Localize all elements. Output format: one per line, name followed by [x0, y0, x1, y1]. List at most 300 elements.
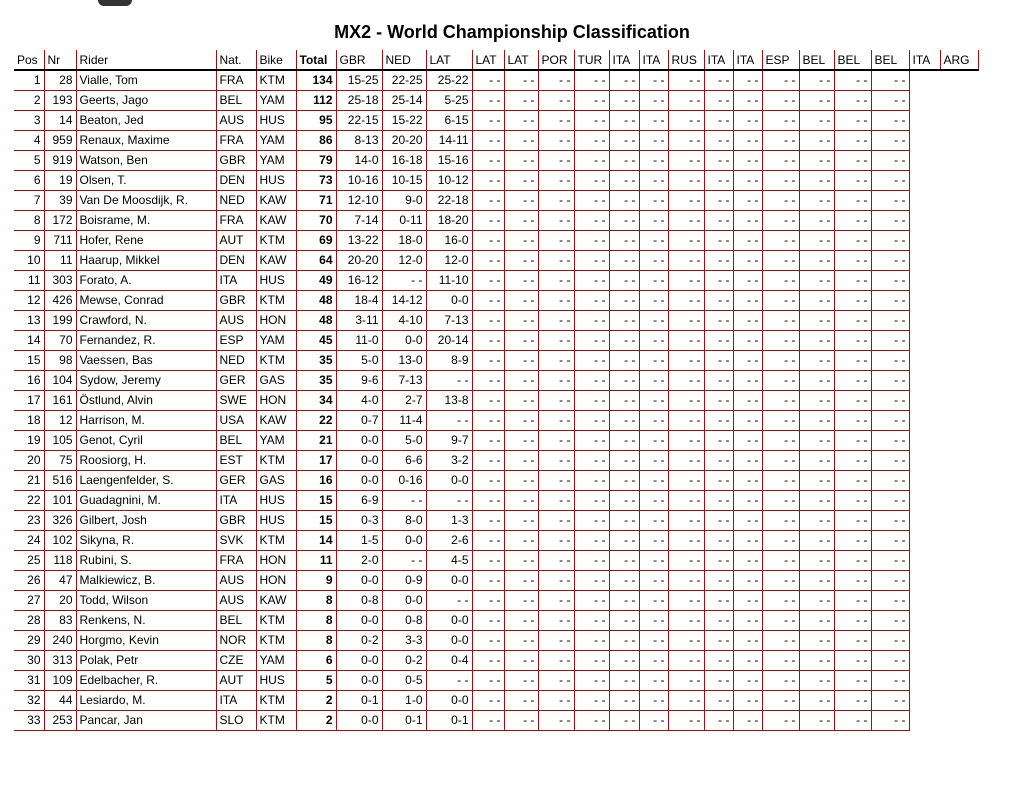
- result-lat: 18-20: [426, 211, 472, 231]
- result-empty: - -: [639, 391, 668, 411]
- pos-cell: 26: [14, 571, 44, 591]
- result-empty: - -: [538, 571, 574, 591]
- result-gbr: 0-0: [336, 651, 382, 671]
- result-empty: - -: [871, 291, 909, 311]
- result-empty: - -: [704, 451, 733, 471]
- pos-cell: 28: [14, 611, 44, 631]
- result-ned: 6-6: [382, 451, 426, 471]
- pos-cell: 31: [14, 671, 44, 691]
- nr-cell: 44: [44, 691, 76, 711]
- result-gbr: 2-0: [336, 551, 382, 571]
- table-row: [14, 91, 978, 111]
- table-row: [14, 171, 978, 191]
- nationality-cell: ESP: [216, 331, 256, 351]
- pos-cell: 15: [14, 351, 44, 371]
- result-lat: 25-22: [426, 70, 472, 91]
- result-gbr: 6-9: [336, 491, 382, 511]
- nationality-cell: CZE: [216, 651, 256, 671]
- result-lat: 11-10: [426, 271, 472, 291]
- result-empty: - -: [472, 591, 504, 611]
- nr-cell: 105: [44, 431, 76, 451]
- result-empty: - -: [472, 171, 504, 191]
- result-empty: - -: [574, 111, 609, 131]
- result-empty: - -: [538, 271, 574, 291]
- result-empty: - -: [609, 411, 639, 431]
- result-ned: 1-0: [382, 691, 426, 711]
- result-empty: - -: [472, 491, 504, 511]
- table-row: [14, 371, 978, 391]
- result-empty: - -: [834, 211, 871, 231]
- result-empty: - -: [762, 251, 799, 271]
- result-empty: - -: [704, 691, 733, 711]
- result-empty: - -: [668, 371, 704, 391]
- result-lat: 9-7: [426, 431, 472, 451]
- result-empty: - -: [799, 531, 834, 551]
- table-row: [14, 191, 978, 211]
- bike-cell: HON: [256, 551, 296, 571]
- col-header-bel-3: BEL: [871, 50, 909, 70]
- result-empty: - -: [574, 91, 609, 111]
- nr-cell: 19: [44, 171, 76, 191]
- total-points: 8: [296, 631, 336, 651]
- nationality-cell: ITA: [216, 491, 256, 511]
- result-empty: - -: [871, 531, 909, 551]
- col-header-ita-5: ITA: [909, 50, 940, 70]
- result-empty: - -: [733, 91, 762, 111]
- result-empty: - -: [472, 451, 504, 471]
- result-gbr: 12-10: [336, 191, 382, 211]
- result-empty: - -: [762, 611, 799, 631]
- result-empty: - -: [799, 451, 834, 471]
- result-empty: - -: [762, 211, 799, 231]
- result-empty: - -: [668, 311, 704, 331]
- result-empty: - -: [762, 631, 799, 651]
- nationality-cell: AUT: [216, 671, 256, 691]
- result-empty: - -: [799, 371, 834, 391]
- nr-cell: 83: [44, 611, 76, 631]
- result-empty: - -: [639, 231, 668, 251]
- table-row: [14, 551, 978, 571]
- nr-cell: 199: [44, 311, 76, 331]
- result-empty: - -: [609, 391, 639, 411]
- result-empty: - -: [472, 331, 504, 351]
- result-empty: - -: [504, 571, 538, 591]
- result-empty: - -: [574, 331, 609, 351]
- result-empty: - -: [799, 351, 834, 371]
- result-empty: - -: [704, 671, 733, 691]
- result-empty: - -: [834, 351, 871, 371]
- result-empty: - -: [538, 711, 574, 731]
- bike-cell: YAM: [256, 431, 296, 451]
- result-empty: - -: [871, 671, 909, 691]
- nr-cell: 193: [44, 91, 76, 111]
- result-empty: - -: [834, 551, 871, 571]
- result-empty: - -: [472, 111, 504, 131]
- result-empty: - -: [639, 131, 668, 151]
- col-header-arg: ARG: [940, 50, 978, 70]
- nationality-cell: AUS: [216, 571, 256, 591]
- result-empty: - -: [668, 631, 704, 651]
- col-header-gbr: GBR: [336, 50, 382, 70]
- result-empty: - -: [472, 431, 504, 451]
- result-empty: - -: [574, 231, 609, 251]
- result-gbr: 7-14: [336, 211, 382, 231]
- result-lat: - -: [426, 491, 472, 511]
- rider-name: Todd, Wilson: [76, 591, 216, 611]
- nationality-cell: GBR: [216, 151, 256, 171]
- result-empty: - -: [472, 671, 504, 691]
- result-empty: - -: [668, 491, 704, 511]
- result-empty: - -: [733, 131, 762, 151]
- pos-cell: 24: [14, 531, 44, 551]
- result-empty: - -: [538, 70, 574, 91]
- bike-cell: HUS: [256, 511, 296, 531]
- table-row: [14, 691, 978, 711]
- col-header-ita-4: ITA: [733, 50, 762, 70]
- result-lat: 0-1: [426, 711, 472, 731]
- result-empty: - -: [871, 591, 909, 611]
- result-empty: - -: [504, 231, 538, 251]
- result-ned: 13-0: [382, 351, 426, 371]
- bike-cell: KAW: [256, 591, 296, 611]
- result-gbr: 0-7: [336, 411, 382, 431]
- result-empty: - -: [668, 231, 704, 251]
- result-empty: - -: [668, 351, 704, 371]
- result-empty: - -: [472, 271, 504, 291]
- rider-name: Genot, Cyril: [76, 431, 216, 451]
- total-points: 22: [296, 411, 336, 431]
- result-empty: - -: [538, 431, 574, 451]
- result-empty: - -: [871, 651, 909, 671]
- pos-cell: 7: [14, 191, 44, 211]
- result-empty: - -: [504, 151, 538, 171]
- col-header-bel: BEL: [799, 50, 834, 70]
- result-empty: - -: [871, 431, 909, 451]
- result-empty: - -: [834, 611, 871, 631]
- result-empty: - -: [504, 531, 538, 551]
- result-empty: - -: [472, 70, 504, 91]
- result-empty: - -: [834, 491, 871, 511]
- result-empty: - -: [799, 391, 834, 411]
- result-empty: - -: [538, 611, 574, 631]
- result-empty: - -: [871, 231, 909, 251]
- pos-cell: 22: [14, 491, 44, 511]
- result-empty: - -: [472, 531, 504, 551]
- pos-cell: 32: [14, 691, 44, 711]
- result-empty: - -: [668, 70, 704, 91]
- result-empty: - -: [762, 151, 799, 171]
- result-lat: 0-0: [426, 691, 472, 711]
- result-empty: - -: [799, 651, 834, 671]
- result-empty: - -: [762, 191, 799, 211]
- result-empty: - -: [609, 291, 639, 311]
- result-empty: - -: [733, 671, 762, 691]
- result-empty: - -: [574, 691, 609, 711]
- result-empty: - -: [472, 131, 504, 151]
- result-empty: - -: [871, 571, 909, 591]
- pos-cell: 9: [14, 231, 44, 251]
- result-empty: - -: [733, 231, 762, 251]
- result-empty: - -: [609, 251, 639, 271]
- table-row: [14, 431, 978, 451]
- result-empty: - -: [472, 711, 504, 731]
- total-points: 8: [296, 611, 336, 631]
- result-empty: - -: [574, 131, 609, 151]
- result-lat: 20-14: [426, 331, 472, 351]
- result-empty: - -: [668, 651, 704, 671]
- result-empty: - -: [472, 511, 504, 531]
- classification-table: [14, 50, 979, 731]
- rider-name: Olsen, T.: [76, 171, 216, 191]
- result-empty: - -: [609, 171, 639, 191]
- result-ned: - -: [382, 271, 426, 291]
- total-points: 15: [296, 511, 336, 531]
- result-ned: 15-22: [382, 111, 426, 131]
- total-points: 69: [296, 231, 336, 251]
- result-empty: - -: [574, 391, 609, 411]
- result-empty: - -: [762, 711, 799, 731]
- rider-name: Pancar, Jan: [76, 711, 216, 731]
- result-empty: - -: [799, 691, 834, 711]
- total-points: 71: [296, 191, 336, 211]
- rider-name: Boisrame, M.: [76, 211, 216, 231]
- result-empty: - -: [538, 131, 574, 151]
- result-empty: - -: [834, 111, 871, 131]
- bike-cell: HON: [256, 571, 296, 591]
- result-empty: - -: [799, 491, 834, 511]
- bike-cell: HUS: [256, 671, 296, 691]
- result-empty: - -: [538, 491, 574, 511]
- result-empty: - -: [668, 471, 704, 491]
- result-empty: - -: [504, 511, 538, 531]
- nationality-cell: SVK: [216, 531, 256, 551]
- bike-cell: HUS: [256, 111, 296, 131]
- result-empty: - -: [639, 70, 668, 91]
- table-row: [14, 471, 978, 491]
- result-empty: - -: [538, 231, 574, 251]
- rider-name: Horgmo, Kevin: [76, 631, 216, 651]
- result-empty: - -: [733, 491, 762, 511]
- result-empty: - -: [834, 171, 871, 191]
- result-empty: - -: [609, 211, 639, 231]
- nr-cell: 172: [44, 211, 76, 231]
- total-points: 35: [296, 351, 336, 371]
- result-empty: - -: [668, 531, 704, 551]
- result-empty: - -: [504, 431, 538, 451]
- result-empty: - -: [762, 411, 799, 431]
- table-row: [14, 611, 978, 631]
- result-empty: - -: [574, 671, 609, 691]
- result-empty: - -: [472, 91, 504, 111]
- bike-cell: KTM: [256, 611, 296, 631]
- total-points: 95: [296, 111, 336, 131]
- result-lat: 13-8: [426, 391, 472, 411]
- nationality-cell: FRA: [216, 551, 256, 571]
- result-ned: - -: [382, 491, 426, 511]
- result-gbr: 25-18: [336, 91, 382, 111]
- result-empty: - -: [762, 571, 799, 591]
- result-empty: - -: [504, 451, 538, 471]
- result-gbr: 0-0: [336, 671, 382, 691]
- result-empty: - -: [574, 451, 609, 471]
- total-points: 9: [296, 571, 336, 591]
- result-empty: - -: [472, 691, 504, 711]
- result-empty: - -: [574, 491, 609, 511]
- result-lat: 0-0: [426, 571, 472, 591]
- bike-cell: KAW: [256, 191, 296, 211]
- total-points: 35: [296, 371, 336, 391]
- result-empty: - -: [733, 571, 762, 591]
- pos-cell: 2: [14, 91, 44, 111]
- result-empty: - -: [639, 311, 668, 331]
- result-empty: - -: [574, 351, 609, 371]
- result-gbr: 0-0: [336, 611, 382, 631]
- total-points: 16: [296, 471, 336, 491]
- result-empty: - -: [799, 511, 834, 531]
- result-empty: - -: [704, 591, 733, 611]
- result-ned: - -: [382, 551, 426, 571]
- result-empty: - -: [871, 271, 909, 291]
- result-empty: - -: [799, 571, 834, 591]
- total-points: 2: [296, 711, 336, 731]
- result-empty: - -: [668, 451, 704, 471]
- result-empty: - -: [762, 511, 799, 531]
- result-empty: - -: [762, 451, 799, 471]
- col-header-lat-3: LAT: [504, 50, 538, 70]
- nationality-cell: FRA: [216, 131, 256, 151]
- nr-cell: 12: [44, 411, 76, 431]
- result-empty: - -: [799, 671, 834, 691]
- result-empty: - -: [504, 191, 538, 211]
- result-empty: - -: [762, 691, 799, 711]
- pos-cell: 18: [14, 411, 44, 431]
- result-gbr: 4-0: [336, 391, 382, 411]
- result-empty: - -: [538, 151, 574, 171]
- total-points: 21: [296, 431, 336, 451]
- result-empty: - -: [733, 611, 762, 631]
- result-empty: - -: [871, 691, 909, 711]
- table-row: [14, 631, 978, 651]
- result-empty: - -: [504, 291, 538, 311]
- result-empty: - -: [871, 551, 909, 571]
- result-empty: - -: [834, 571, 871, 591]
- result-empty: - -: [834, 451, 871, 471]
- result-empty: - -: [799, 70, 834, 91]
- result-gbr: 3-11: [336, 311, 382, 331]
- result-empty: - -: [639, 471, 668, 491]
- result-empty: - -: [799, 91, 834, 111]
- result-empty: - -: [762, 491, 799, 511]
- result-empty: - -: [668, 151, 704, 171]
- result-gbr: 1-5: [336, 531, 382, 551]
- pos-cell: 1: [14, 70, 44, 91]
- nr-cell: 313: [44, 651, 76, 671]
- result-empty: - -: [639, 191, 668, 211]
- rider-name: Renaux, Maxime: [76, 131, 216, 151]
- nationality-cell: DEN: [216, 171, 256, 191]
- nr-cell: 426: [44, 291, 76, 311]
- pos-cell: 13: [14, 311, 44, 331]
- nr-cell: 70: [44, 331, 76, 351]
- pos-cell: 20: [14, 451, 44, 471]
- result-empty: - -: [834, 131, 871, 151]
- result-empty: - -: [668, 671, 704, 691]
- result-empty: - -: [504, 711, 538, 731]
- result-empty: - -: [762, 111, 799, 131]
- result-ned: 12-0: [382, 251, 426, 271]
- result-empty: - -: [668, 171, 704, 191]
- bike-cell: KTM: [256, 711, 296, 731]
- result-empty: - -: [762, 331, 799, 351]
- result-empty: - -: [639, 531, 668, 551]
- result-ned: 9-0: [382, 191, 426, 211]
- result-empty: - -: [834, 431, 871, 451]
- result-empty: - -: [762, 651, 799, 671]
- table-row: [14, 70, 978, 91]
- result-empty: - -: [538, 631, 574, 651]
- rider-name: Rubini, S.: [76, 551, 216, 571]
- col-header-esp: ESP: [762, 50, 799, 70]
- result-empty: - -: [538, 471, 574, 491]
- result-lat: - -: [426, 411, 472, 431]
- nationality-cell: BEL: [216, 611, 256, 631]
- result-empty: - -: [472, 551, 504, 571]
- result-empty: - -: [834, 191, 871, 211]
- result-empty: - -: [733, 591, 762, 611]
- result-empty: - -: [834, 591, 871, 611]
- result-lat: 0-0: [426, 471, 472, 491]
- result-empty: - -: [538, 291, 574, 311]
- result-ned: 0-0: [382, 531, 426, 551]
- result-empty: - -: [538, 551, 574, 571]
- result-gbr: 8-13: [336, 131, 382, 151]
- result-empty: - -: [609, 111, 639, 131]
- bike-cell: KTM: [256, 531, 296, 551]
- bike-cell: HUS: [256, 271, 296, 291]
- result-empty: - -: [668, 391, 704, 411]
- result-empty: - -: [504, 651, 538, 671]
- result-empty: - -: [504, 411, 538, 431]
- result-empty: - -: [762, 131, 799, 151]
- rider-name: Roosiorg, H.: [76, 451, 216, 471]
- nr-cell: 101: [44, 491, 76, 511]
- result-empty: - -: [834, 671, 871, 691]
- result-gbr: 11-0: [336, 331, 382, 351]
- result-lat: 4-5: [426, 551, 472, 571]
- rider-name: Haarup, Mikkel: [76, 251, 216, 271]
- total-points: 6: [296, 651, 336, 671]
- result-lat: 3-2: [426, 451, 472, 471]
- result-empty: - -: [574, 471, 609, 491]
- result-empty: - -: [639, 611, 668, 631]
- result-empty: - -: [538, 511, 574, 531]
- result-empty: - -: [762, 271, 799, 291]
- result-empty: - -: [639, 671, 668, 691]
- result-empty: - -: [574, 311, 609, 331]
- nationality-cell: DEN: [216, 251, 256, 271]
- col-header-nat: Nat.: [216, 50, 256, 70]
- result-empty: - -: [704, 231, 733, 251]
- result-empty: - -: [733, 291, 762, 311]
- result-lat: 14-11: [426, 131, 472, 151]
- result-empty: - -: [472, 371, 504, 391]
- result-empty: - -: [668, 571, 704, 591]
- result-empty: - -: [538, 251, 574, 271]
- col-header-rus: RUS: [668, 50, 704, 70]
- result-empty: - -: [574, 151, 609, 171]
- page-title: MX2 - World Championship Classification: [334, 22, 690, 42]
- nationality-cell: EST: [216, 451, 256, 471]
